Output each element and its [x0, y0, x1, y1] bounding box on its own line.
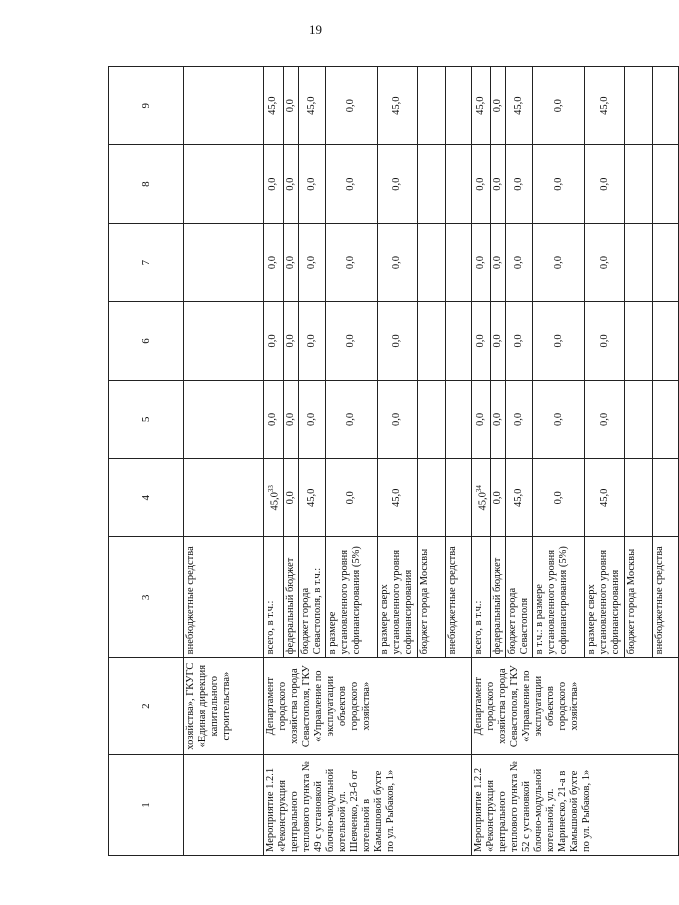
header-cell: 9	[109, 67, 184, 145]
value-cell	[585, 459, 625, 537]
value-cell	[625, 302, 653, 380]
value-cell	[491, 223, 506, 301]
header-cell: 4	[109, 459, 184, 537]
value-text: 0,0	[284, 99, 296, 113]
value-cell	[283, 380, 298, 458]
value-cell	[283, 223, 298, 301]
value-cell	[417, 67, 445, 145]
value-cell	[298, 302, 325, 380]
value-cell	[491, 145, 506, 223]
footnote-mark: 34	[474, 485, 483, 493]
value-cell	[325, 67, 377, 145]
intro-executor: хозяйства», ГКУГС «Единая дирекция капитального строительства»	[184, 658, 264, 755]
value-cell	[506, 302, 533, 380]
value-cell	[491, 459, 506, 537]
funding-source: бюджет города Севастополя, в т.ч.:	[298, 537, 325, 658]
measure-name: Мероприятие 1.2.1 «Реконструкция центрального теплового пункта № 49 с установкой блочно-модульной котельной ул. Шевченко, 23-б от котельной в Камышовой бухте по ул. Рыбаков, 1»	[264, 754, 472, 855]
value-cell	[417, 302, 445, 380]
value-cell	[585, 380, 625, 458]
value-text: 0,0	[391, 177, 402, 191]
budget-table	[108, 66, 679, 856]
value-cell	[471, 145, 491, 223]
value-text: 0,0	[474, 412, 486, 426]
value-text: 0,0	[598, 334, 610, 348]
table-row	[264, 67, 284, 856]
value-cell	[533, 145, 585, 223]
value-text: 45,0	[305, 96, 317, 115]
value-cell	[585, 67, 625, 145]
value-cell	[264, 67, 284, 145]
value-text: 45,0	[391, 488, 402, 507]
value-cell	[533, 67, 585, 145]
intro-row	[184, 67, 264, 856]
value-text: 0,0	[267, 334, 279, 348]
value-cell	[445, 459, 471, 537]
value-text: 45,0	[269, 492, 281, 511]
value-cell	[445, 145, 471, 223]
value-text: 0,0	[391, 256, 402, 270]
value-text: 0,0	[474, 177, 486, 191]
funding-source: в т.ч.: в размере установленного уровня софинансирования (5%)	[533, 537, 585, 658]
value-cell	[298, 67, 325, 145]
value-text: 0,0	[284, 256, 296, 270]
value-cell	[264, 380, 284, 458]
rotated-table-wrapper	[108, 66, 665, 856]
value-cell	[585, 145, 625, 223]
value-text: 0,0	[345, 334, 356, 348]
value-text: 0,0	[345, 491, 356, 505]
value-text: 0,0	[345, 177, 356, 191]
value-cell	[298, 145, 325, 223]
value-text: 45,0	[474, 96, 486, 115]
value-text: 0,0	[513, 177, 524, 191]
value-cell	[653, 380, 679, 458]
value-cell	[325, 145, 377, 223]
value-cell	[625, 459, 653, 537]
header-cell: 6	[109, 302, 184, 380]
value-cell	[491, 302, 506, 380]
value-cell	[417, 145, 445, 223]
value-text: 0,0	[552, 177, 564, 191]
funding-source: в размере сверх установленного уровня софинансирования	[377, 537, 417, 658]
value-text: 0,0	[391, 412, 402, 426]
value-cell	[653, 67, 679, 145]
value-text: 0,0	[345, 99, 356, 113]
value-cell	[298, 380, 325, 458]
intro-source: внебюджетные средства	[184, 537, 264, 658]
funding-source: бюджет города Севастополя	[506, 537, 533, 658]
value-cell	[653, 223, 679, 301]
value-text: 0,0	[474, 334, 486, 348]
value-text: 0,0	[474, 256, 486, 270]
value-text: 0,0	[552, 412, 564, 426]
value-cell	[506, 380, 533, 458]
value-cell	[506, 67, 533, 145]
header-cell: 3	[109, 537, 184, 658]
value-text: 0,0	[267, 412, 279, 426]
value-cell	[471, 380, 491, 458]
value-cell	[298, 459, 325, 537]
value-cell	[377, 380, 417, 458]
value-cell	[325, 223, 377, 301]
value-text: 0,0	[284, 412, 296, 426]
value-cell	[377, 145, 417, 223]
value-cell	[471, 302, 491, 380]
value-text: 0,0	[267, 177, 279, 191]
value-text: 0,0	[284, 491, 296, 505]
value-cell	[471, 67, 491, 145]
executor: Департамент городского хозяйства города Севастополя, ГКУ «Управление по эксплуатации объектов городского хозяйства»	[264, 658, 472, 755]
header-cell: 5	[109, 380, 184, 458]
value-cell	[325, 459, 377, 537]
value-cell	[283, 459, 298, 537]
value-cell	[533, 223, 585, 301]
value-cell	[653, 145, 679, 223]
value-cell	[625, 145, 653, 223]
value-cell	[417, 380, 445, 458]
value-cell	[506, 145, 533, 223]
value-text: 0,0	[345, 256, 356, 270]
value-cell	[625, 67, 653, 145]
value-cell	[471, 459, 491, 537]
funding-source: в размере установленного уровня софинансирования (5%)	[325, 537, 377, 658]
value-cell	[377, 223, 417, 301]
value-text: 45,0	[391, 96, 402, 115]
value-text: 0,0	[513, 412, 524, 426]
value-cell	[506, 223, 533, 301]
value-cell	[653, 459, 679, 537]
value-text: 0,0	[345, 412, 356, 426]
value-text: 0,0	[391, 334, 402, 348]
value-text: 45,0	[513, 96, 524, 115]
value-cell	[625, 223, 653, 301]
funding-source: всего, в т.ч.:	[264, 537, 284, 658]
value-text: 45,0	[267, 96, 279, 115]
value-text: 0,0	[284, 177, 296, 191]
value-text: 0,0	[492, 256, 503, 270]
value-text: 45,0	[513, 488, 524, 507]
value-text: 0,0	[492, 177, 503, 191]
value-cell	[533, 459, 585, 537]
value-cell	[377, 459, 417, 537]
value-text: 0,0	[513, 256, 524, 270]
header-cell: 1	[109, 754, 184, 855]
intro-col1	[184, 754, 264, 855]
value-text: 0,0	[305, 334, 317, 348]
value-cell	[264, 145, 284, 223]
value-cell	[417, 223, 445, 301]
value-text: 0,0	[598, 412, 610, 426]
value-cell	[283, 67, 298, 145]
funding-source: федеральный бюджет	[491, 537, 506, 658]
value-text: 0,0	[513, 334, 524, 348]
value-cell	[445, 302, 471, 380]
value-text: 0,0	[492, 99, 503, 113]
value-text: 45,0	[598, 96, 610, 115]
value-cell	[585, 223, 625, 301]
header-row	[109, 67, 184, 856]
value-cell	[377, 302, 417, 380]
value-cell	[445, 67, 471, 145]
value-cell	[417, 459, 445, 537]
funding-source: в размере сверх установленного уровня софинансирования	[585, 537, 625, 658]
header-cell: 2	[109, 658, 184, 755]
value-cell	[264, 223, 284, 301]
page-number: 19	[309, 22, 322, 37]
measure-name: Мероприятие 1.2.2 «Реконструкция центрального теплового пункта № 52 с установкой блочно-модульной котельной, ул. Маринеско, 21-а в Камышовой бухте по ул. Рыбаков, 1»	[471, 754, 679, 855]
funding-source: бюджет города Москвы	[417, 537, 445, 658]
funding-source: внебюджетные средства	[653, 537, 679, 658]
footnote-mark: 33	[267, 485, 275, 493]
value-cell	[325, 380, 377, 458]
value-cell	[445, 380, 471, 458]
value-text: 45,0	[598, 488, 610, 507]
value-text: 0,0	[552, 334, 564, 348]
value-cell	[325, 302, 377, 380]
funding-source: бюджет города Москвы	[625, 537, 653, 658]
header-cell: 8	[109, 145, 184, 223]
value-text: 0,0	[305, 256, 317, 270]
value-cell	[298, 223, 325, 301]
value-cell	[491, 67, 506, 145]
value-text: 45,0	[305, 488, 317, 507]
executor: Департамент городского хозяйства города Севастополя, ГКУ «Управление по эксплуатации объектов городского хозяйства»	[471, 658, 679, 755]
value-cell	[506, 459, 533, 537]
value-cell	[283, 145, 298, 223]
value-cell	[264, 459, 284, 537]
value-text: 0,0	[305, 412, 317, 426]
value-text: 0,0	[492, 412, 503, 426]
value-cell	[471, 223, 491, 301]
table-row	[471, 67, 491, 856]
value-text: 0,0	[552, 491, 564, 505]
value-cell	[283, 302, 298, 380]
value-cell	[445, 223, 471, 301]
value-text: 0,0	[552, 256, 564, 270]
value-cell	[625, 380, 653, 458]
value-text: 45,0	[477, 492, 488, 511]
value-cell	[264, 302, 284, 380]
value-cell	[533, 380, 585, 458]
value-text: 0,0	[284, 334, 296, 348]
value-text: 0,0	[492, 334, 503, 348]
value-text: 0,0	[552, 99, 564, 113]
value-cell	[533, 302, 585, 380]
funding-source: всего, в т.ч.:	[471, 537, 491, 658]
header-cell: 7	[109, 223, 184, 301]
value-cell	[653, 302, 679, 380]
funding-source: внебюджетные средства	[445, 537, 471, 658]
value-cell	[491, 380, 506, 458]
value-cell	[585, 302, 625, 380]
value-text: 0,0	[598, 256, 610, 270]
value-cell	[377, 67, 417, 145]
value-text: 0,0	[267, 256, 279, 270]
value-text: 0,0	[492, 491, 503, 505]
funding-source: федеральный бюджет	[283, 537, 298, 658]
value-text: 0,0	[305, 177, 317, 191]
value-text: 0,0	[598, 177, 610, 191]
